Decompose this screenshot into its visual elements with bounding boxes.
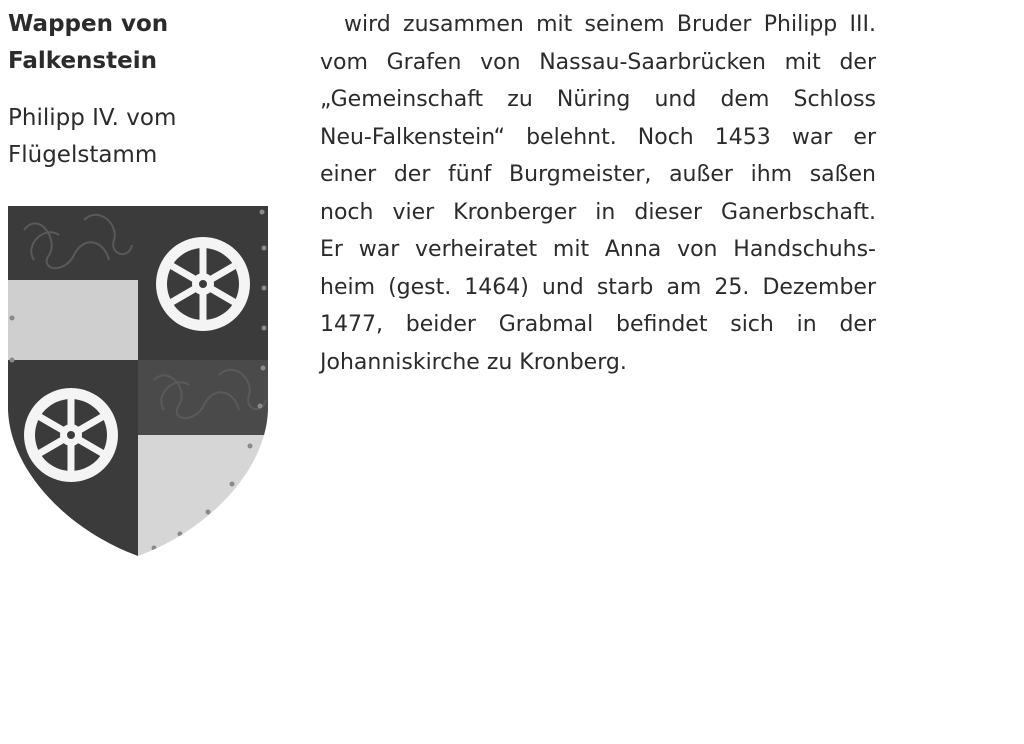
- caption-subtitle-line: Flügelstamm: [8, 142, 158, 168]
- paragraph-line: wird zusammen mit seinem Bruder Philipp III.: [344, 12, 876, 37]
- paragraph-line: „Gemeinschaft zu Nüring und dem Schloss: [320, 87, 876, 112]
- paragraph-line: Er war verheiratet mit Anna von Handschuhs-: [320, 237, 876, 262]
- wheel-icon: [156, 237, 250, 331]
- body-paragraph: [320, 6, 876, 381]
- caption-subtitle: [8, 100, 258, 174]
- paragraph-line: vom Grafen von Nassau-Saarbrücken mit der: [320, 49, 876, 75]
- shield-quarter-dark: [138, 360, 272, 435]
- caption-title-line: Wappen von: [8, 11, 169, 37]
- paragraph-line: einer der fünf Burgmeister, außer ihm saßen: [320, 162, 876, 187]
- caption-title-line: Falkenstein: [8, 48, 157, 74]
- shield-quarter-dark: [4, 200, 138, 280]
- paragraph-line: Neu-Falkenstein“ belehnt. Noch 1453 war er: [320, 124, 876, 150]
- shield-icon: [4, 200, 272, 560]
- caption-subtitle-line: Philipp IV. vom: [8, 105, 177, 131]
- shield-quarter-light: [138, 435, 272, 560]
- shield-quarter-light: [4, 280, 138, 360]
- paragraph-line: heim (gest. 1464) und starb am 25. Dezember: [320, 274, 876, 300]
- paragraph-line: Johanniskirche zu Kronberg.: [320, 349, 627, 375]
- paragraph-line: 1477, beider Grabmal befindet sich in der: [320, 312, 876, 337]
- caption-title: [8, 6, 258, 80]
- paragraph-line: noch vier Kronberger in dieser Ganerbschaft.: [320, 199, 876, 225]
- wheel-icon: [24, 388, 118, 482]
- coat-of-arms-image: [4, 200, 272, 560]
